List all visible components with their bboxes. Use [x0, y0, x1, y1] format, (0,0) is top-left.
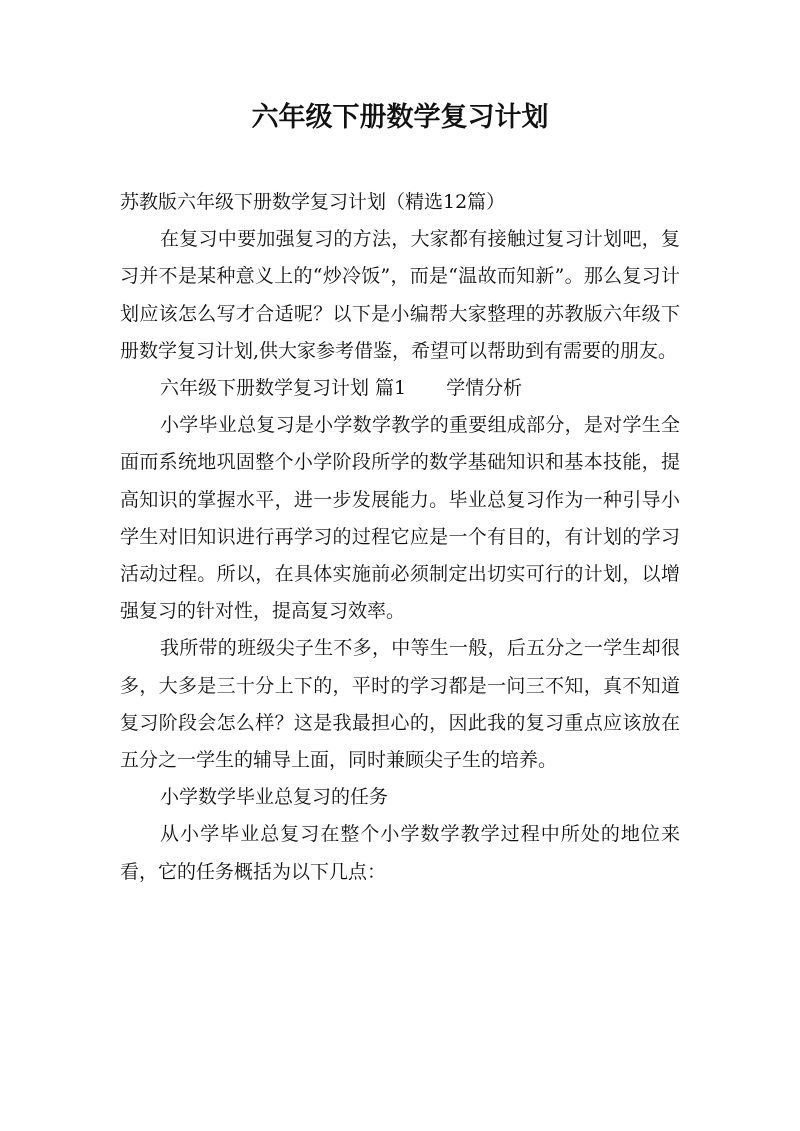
intro-paragraph: 在复习中要加强复习的方法，大家都有接触过复习计划吧，复习并不是某种意义上的“炒冷饭”，而是“温故而知新”。那么复习计划应该怎么写才合适呢？以下是小编帮大家整理的苏教版六年级下册数学复习计划,供大家参考借鉴，希望可以帮助到有需要的朋友。 — [120, 228, 680, 362]
document-title: 六年级下册数学复习计划 — [251, 102, 549, 133]
section-heading — [120, 370, 680, 407]
document-body — [120, 184, 680, 891]
paragraph-3: 从小学毕业总复习在整个小学数学教学过程中所处的地位来看，它的任务概括为以下几点： — [120, 823, 680, 883]
paragraph-1: 小学毕业总复习是小学数学教学的重要组成部分，是对学生全面而系统地巩固整个小学阶段所学的数学基础知识和基本技能，提高知识的掌握水平，进一步发展能力。毕业总复习作为一种引导小学生对旧知识进行再学习的过程它应是一个有目的，有计划的学习活动过程。所以，在具体实施前必须制定出切实可行的计划，以增强复习的针对性，提高复习效率。 — [120, 414, 680, 623]
task-heading: 小学数学毕业总复习的任务 — [160, 786, 389, 809]
section-topic: 学情分析 — [446, 377, 523, 400]
document-subtitle: 苏教版六年级下册数学复习计划（精选12篇） — [120, 191, 506, 213]
paragraph-2: 我所带的班级尖子生不多，中等生一般，后五分之一学生却很多，大多是三十分上下的，平时的学习都是一问三不知，真不知道复习阶段会怎么样？这是我最担心的，因此我的复习重点应该放在五分之一学生的辅导上面，同时兼顾尖子生的培养。 — [120, 637, 680, 772]
section-label: 六年级下册数学复习计划 篇1 — [160, 377, 407, 400]
